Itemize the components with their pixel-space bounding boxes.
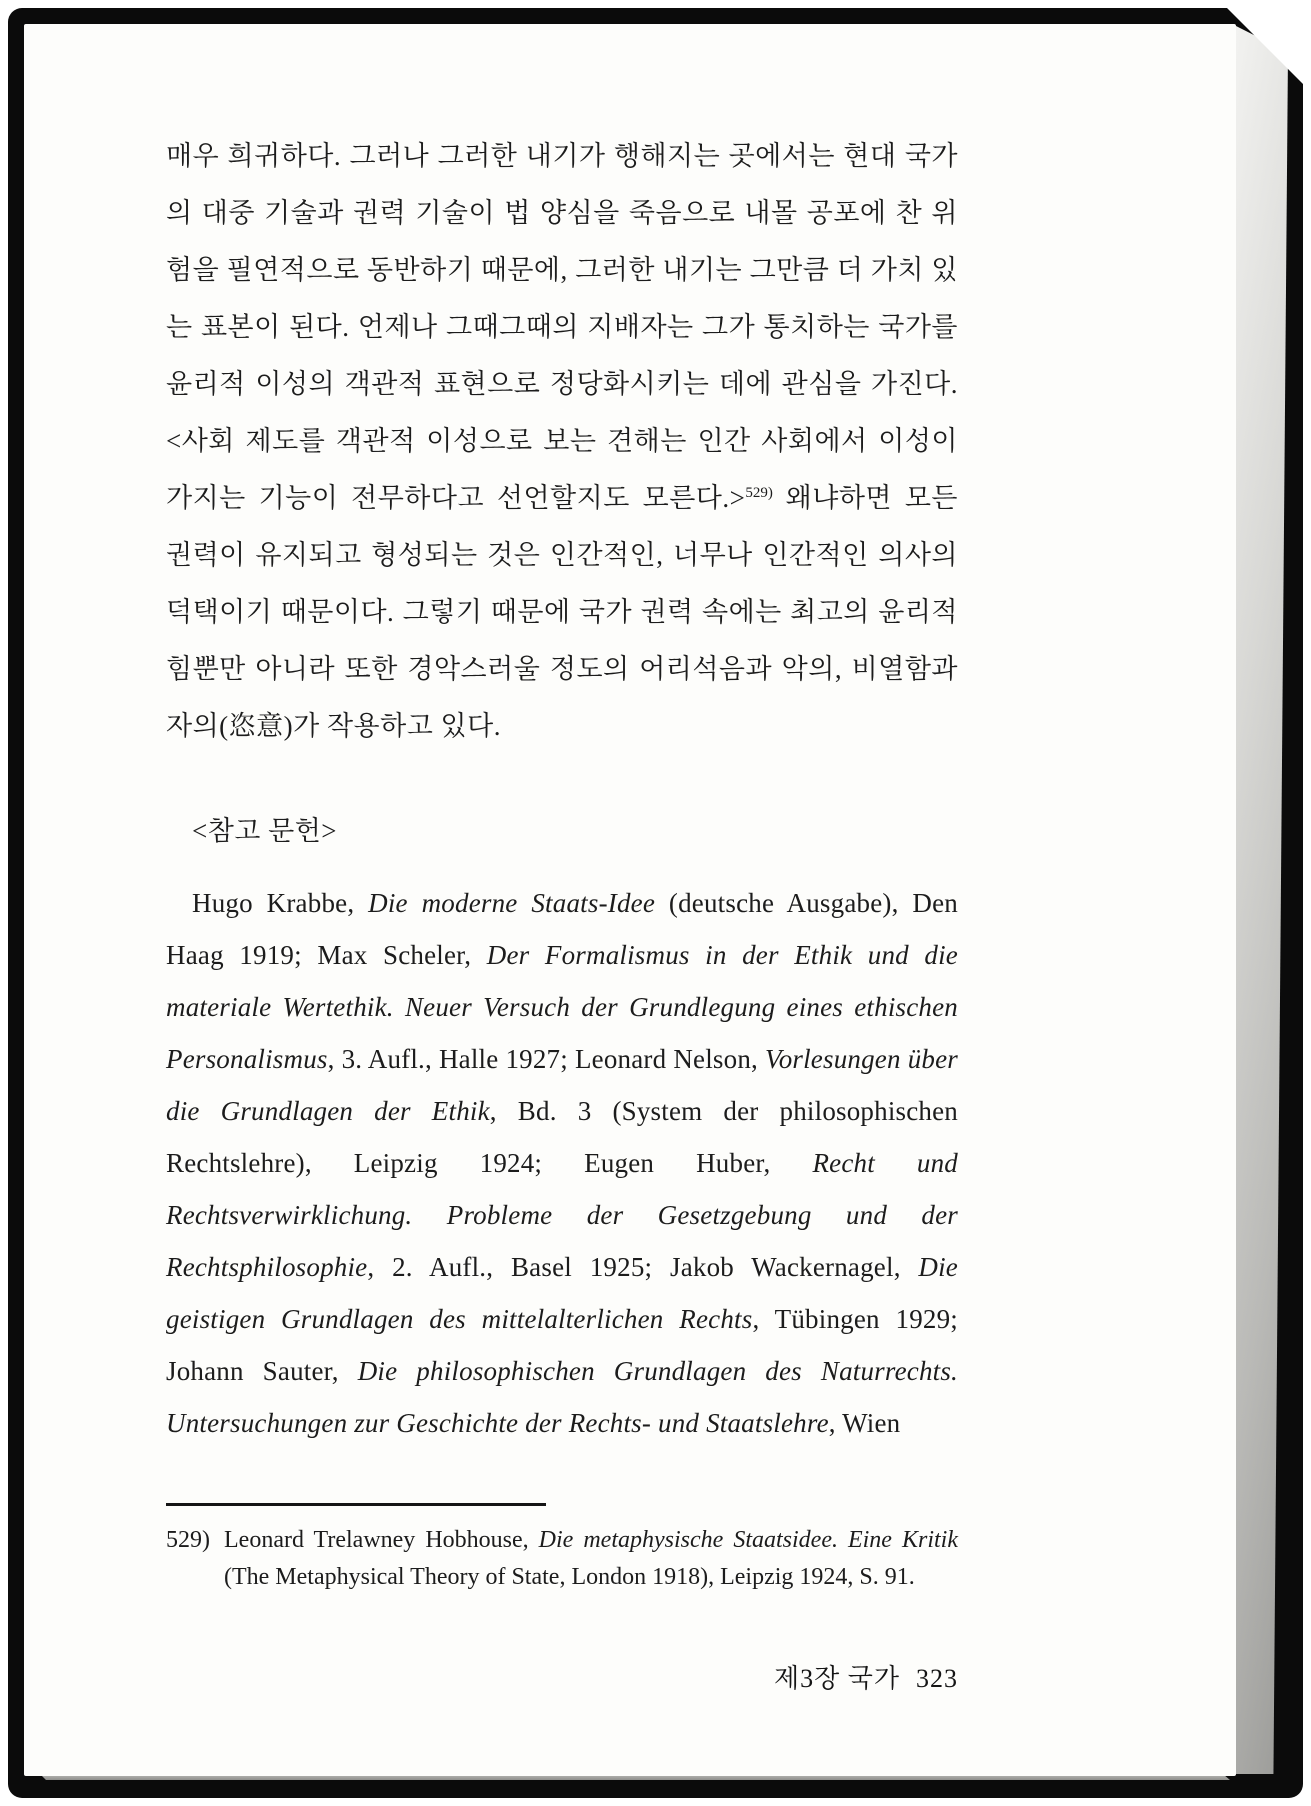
page-footer	[166, 1658, 958, 1695]
book-page	[24, 24, 1236, 1776]
body-text-before-note: 매우 희귀하다. 그러나 그러한 내기가 행해지는 곳에서는 현대 국가의 대중 기술과 권력 기술이 법 양심을 죽음으로 내몰 공포에 찬 위험을 필연적으로 동반하기 때문에, 그러한 내기는 그만큼 더 가치 있는 표본이 된다. 언제나 그때그때의 지배자는 그가 통치하는 국가를 윤리적 이성의 객관적 표현으로 정당화시키는 데에 관심을 가진다. <사회 제도를 객관적 이성으로 보는 견해는 인간 사회에서 이성이 가지는 기능이 전무하다고 선언할지도 모른다.>	[166, 141, 958, 513]
references-heading: <참고 문헌>	[192, 816, 338, 846]
page-content	[166, 128, 958, 1695]
body-paragraph	[166, 128, 958, 755]
page-number: 323	[916, 1664, 958, 1693]
references-paragraph: Hugo Krabbe, Die moderne Staats-Idee (deutsche Ausgabe), Den Haag 1919; Max Scheler, Der Formalismus in der Ethik und die materiale Wertethik. Neuer Versuch der Grundlegung eines ethischen Personalismus, 3. Aufl., Halle 1927; Leonard Nelson, Vorlesungen über die Grundlagen der Ethik, Bd. 3 (System der philosophischen Rechtslehre), Leipzig 1924; Eugen Huber, Recht und Rechtsverwirklichung. Probleme der Gesetzgebung und der Rechtsphilosophie, 2. Aufl., Basel 1925; Jakob Wackernagel, Die geistigen Grundlagen des mittelalterlichen Rechts, Tübingen 1929; Johann Sauter, Die philosophischen Grundlagen des Naturrechts. Untersuchungen zur Geschichte der Rechts- und Staatslehre, Wien	[166, 888, 959, 1438]
footnote	[166, 1522, 958, 1596]
chapter-label: 제3장 국가	[774, 1664, 900, 1693]
footnote-label: 529)	[166, 1527, 210, 1553]
footnote-reference-marker: 529)	[745, 485, 773, 501]
footnote-text: Leonard Trelawney Hobhouse, Die metaphysische Staatsidee. Eine Kritik (The Metaphysical Theory of State, London 1918), Leipzig 1924, S. 91.	[224, 1527, 958, 1590]
footnote-separator-rule	[166, 1503, 546, 1506]
body-text-after-note: 왜냐하면 모든 권력이 유지되고 형성되는 것은 인간적인, 너무나 인간적인 의사의 덕택이기 때문이다. 그렇기 때문에 국가 권력 속에는 최고의 윤리적 힘뿐만 아니라 또한 경악스러울 정도의 어리석음과 악의, 비열함과 자의(恣意)가 작용하고 있다.	[166, 483, 958, 741]
